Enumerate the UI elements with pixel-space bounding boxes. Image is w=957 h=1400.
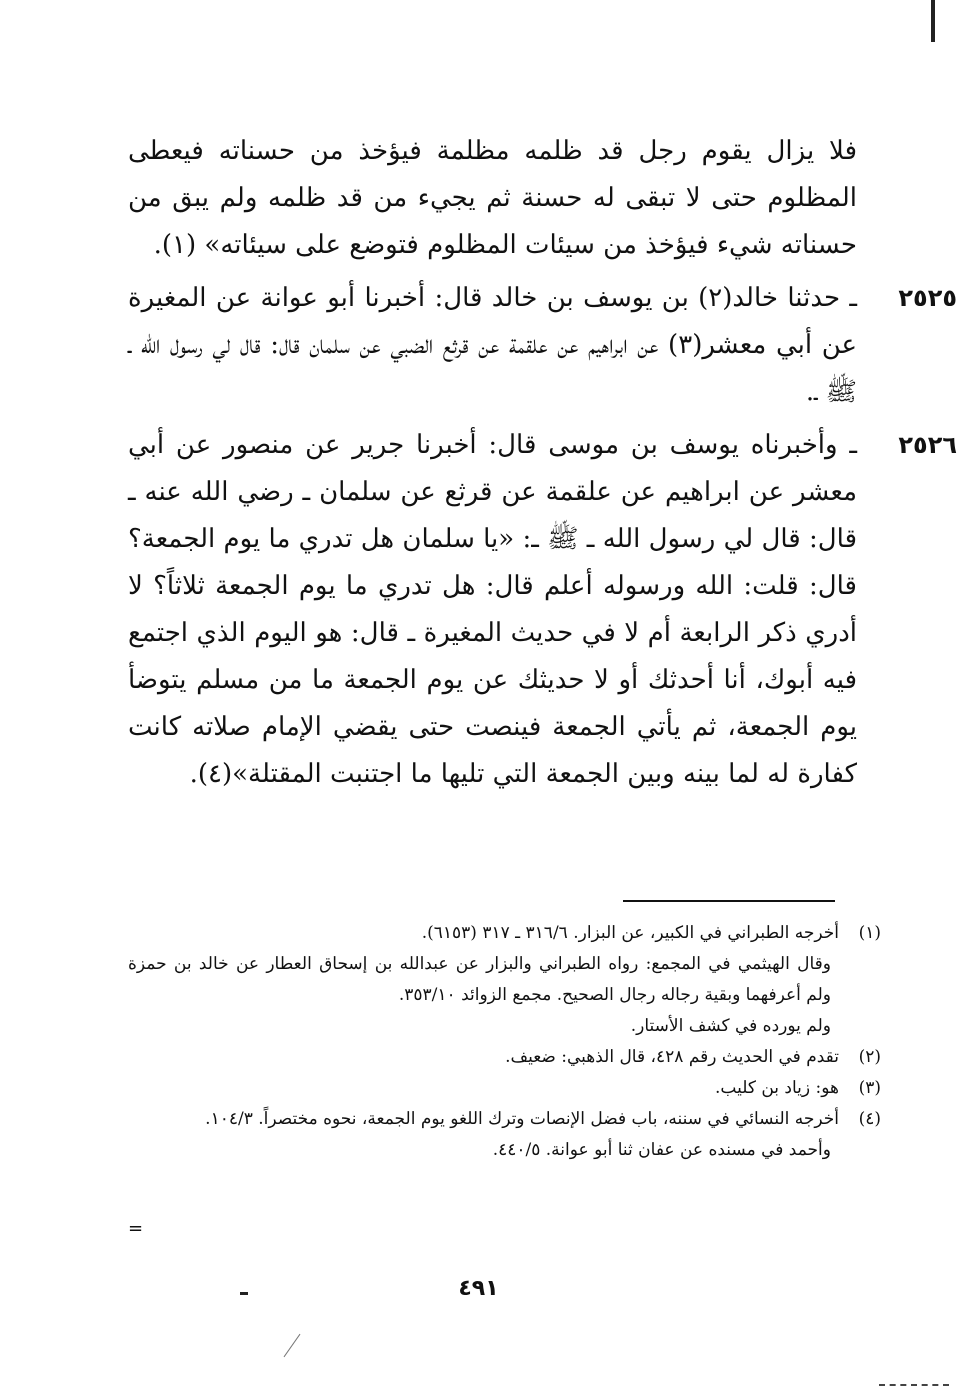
hadith-2526 [128, 422, 957, 798]
footnote-2 [128, 1042, 881, 1073]
scan-bottom-marks [879, 1384, 949, 1394]
main-text [128, 128, 957, 804]
footnote-line: أخرجه النسائي في سننه، باب فضل الإنصات وترك اللغو يوم الجمعة، نحوه مختصراً. ١٠٤/٣. [205, 1109, 839, 1129]
footnote-number: (٣) [858, 1078, 881, 1098]
hadith-number: ٢٥٢٥ [898, 284, 957, 312]
intro-paragraph: فلا يزال يقوم رجل قد ظلمه مظلمة فيؤخذ من حسناته فيعطى المظلوم حتى لا تبقى له حسنة ثم يجيء من قد ظلمه ولم يبق من حسناته شيء فيؤخذ من سيئات المظلوم فتوضع على سيئاته» (١). [128, 136, 857, 260]
scan-stroke-mark [284, 1334, 301, 1358]
hadith-number: ٢٥٢٦ [898, 431, 957, 459]
hadith-text: ـ وأخبرناه يوسف بن موسى قال: أخبرنا جرير عن منصور عن أبي معشر عن ابراهيم عن علقمة عن قرثع عن سلمان ـ رضي الله عنه ـ قال: قال لي رسول الله ـ ﷺ ـ: «يا سلمان هل تدري ما يوم الجمعة؟ قال: قلت: الله ورسوله أعلم قال: هل تدري ما يوم الجمعة ثلاثاً؟ لا أدري ذكر الرابعة أم لا في حديث المغيرة ـ قال: هو اليوم الذي اجتمع فيه أبوك، أنا أحدثك أو لا حديثك عن يوم الجمعة ما من مسلم يتوضأ يوم الجمعة، ثم يأتي الجمعة فينصت حتى يقضي الإمام صلاته كانت كفارة له لما بينه وبين الجمعة التي تليها ما اجتنبت المقتلة»(٤). [128, 430, 857, 789]
footnote-line: هو: زياد بن كليب. [715, 1078, 839, 1098]
footnote-number: (٢) [858, 1047, 881, 1067]
footnote-number: (١) [858, 923, 881, 943]
page-number: ٤٩١ [458, 1276, 499, 1301]
footnote-1 [128, 918, 881, 1042]
footnote-line: أخرجه الطبراني في الكبير، عن البزار. ٣١٦/٦ ـ ٣١٧ (٦١٥٣). [421, 923, 839, 943]
hadith-2525 [128, 275, 957, 416]
scan-edge-mark [931, 0, 957, 42]
footnote-line: وقال الهيثمي في المجمع: رواه الطبراني والبزار عن عبدالله بن إسحاق العطار عن خالد بن حمزة ولم أعرفهما وبقية رجاله رجال الصحيح. مجمع الزوائد ٣٥٣/١٠. [128, 954, 831, 1005]
footnote-line: وأحمد في مسنده عن عفان ثنا أبو عوانة. ٤٤٠/٥. [492, 1140, 831, 1160]
scan-dash-mark [240, 1292, 248, 1295]
footnote-4 [128, 1104, 881, 1166]
footnote-line: تقدم في الحديث رقم ٤٢٨، قال الذهبي: ضعيف. [505, 1047, 839, 1067]
footnote-line: ولم يورده في كشف الأستار. [630, 1016, 831, 1036]
footnote-3 [128, 1073, 881, 1104]
footnotes [128, 918, 881, 1166]
hadith-text: ـ حدثنا خالد(٢) بن يوسف بن خالد قال: أخبرنا أبو عوانة عن المغيرة عن أبي معشر(٣) عن ابراهيم عن علقمة عن قرثع الضبي عن سلمان قال: قال لي رسول الله ـ ﷺ ـ. [128, 283, 858, 407]
footnote-divider [623, 900, 835, 902]
continuation-mark: = [128, 1218, 144, 1239]
footnote-number: (٤) [858, 1109, 881, 1129]
